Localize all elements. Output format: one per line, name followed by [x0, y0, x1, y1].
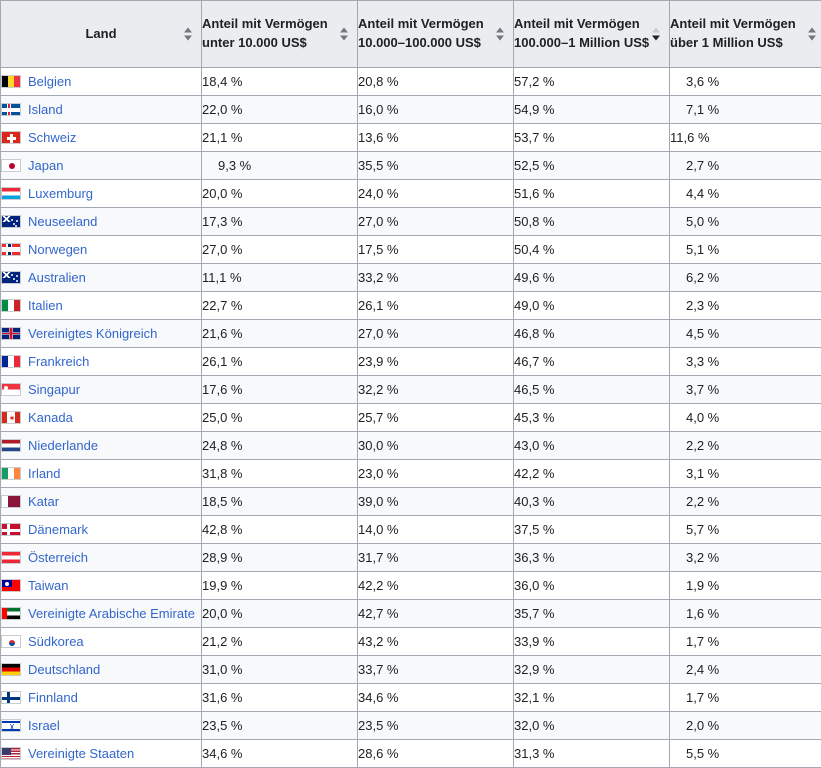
table-row	[1, 544, 821, 572]
value-cell-4: 2,4 %	[670, 656, 821, 684]
table-row	[1, 600, 821, 628]
value-cell-1: 34,6 %	[202, 740, 358, 768]
table-body	[1, 68, 821, 768]
column-header-over-1m[interactable]	[670, 1, 821, 68]
country-link[interactable]: Taiwan	[28, 578, 68, 593]
value-cell-3: 37,5 %	[514, 516, 670, 544]
column-header-100k-1m[interactable]	[514, 1, 670, 68]
flag-icon	[1, 271, 21, 284]
country-link[interactable]: Singapur	[28, 382, 80, 397]
column-header-100k-1m-line2: 100.000–1 Million US$	[514, 35, 649, 50]
value-cell-4: 2,0 %	[670, 712, 821, 740]
table-row	[1, 208, 821, 236]
column-header-over-1m-line2: über 1 Million US$	[670, 35, 783, 50]
country-cell	[1, 712, 202, 740]
flag-icon	[1, 439, 21, 452]
flag-icon	[1, 103, 21, 116]
country-link[interactable]: Katar	[28, 494, 59, 509]
value-cell-2: 28,6 %	[358, 740, 514, 768]
country-cell	[1, 740, 202, 768]
flag-icon	[1, 131, 21, 144]
value-cell-1: 25,0 %	[202, 404, 358, 432]
value-cell-3: 36,0 %	[514, 572, 670, 600]
country-cell	[1, 572, 202, 600]
flag-icon	[1, 383, 21, 396]
value-cell-3: 50,4 %	[514, 236, 670, 264]
value-cell-2: 27,0 %	[358, 320, 514, 348]
value-cell-2: 23,0 %	[358, 460, 514, 488]
value-cell-2: 16,0 %	[358, 96, 514, 124]
value-cell-4: 3,1 %	[670, 460, 821, 488]
value-cell-2: 34,6 %	[358, 684, 514, 712]
value-cell-4: 11,6 %	[670, 124, 821, 152]
country-link[interactable]: Deutschland	[28, 662, 100, 677]
value-cell-2: 43,2 %	[358, 628, 514, 656]
country-link[interactable]: Neuseeland	[28, 214, 97, 229]
value-cell-3: 49,6 %	[514, 264, 670, 292]
country-link[interactable]: Frankreich	[28, 354, 89, 369]
value-cell-3: 52,5 %	[514, 152, 670, 180]
country-link[interactable]: Südkorea	[28, 634, 84, 649]
value-cell-2: 33,2 %	[358, 264, 514, 292]
value-cell-1: 18,5 %	[202, 488, 358, 516]
value-cell-4: 2,2 %	[670, 488, 821, 516]
country-cell	[1, 600, 202, 628]
value-cell-1: 24,8 %	[202, 432, 358, 460]
value-cell-2: 31,7 %	[358, 544, 514, 572]
table-row	[1, 460, 821, 488]
flag-icon	[1, 691, 21, 704]
value-cell-1: 17,6 %	[202, 376, 358, 404]
value-cell-3: 46,8 %	[514, 320, 670, 348]
value-cell-4: 1,7 %	[670, 684, 821, 712]
column-header-over-1m-line1: Anteil mit Vermögen	[670, 16, 796, 31]
table-row	[1, 124, 821, 152]
value-cell-3: 32,0 %	[514, 712, 670, 740]
country-link[interactable]: Italien	[28, 298, 63, 313]
country-cell	[1, 656, 202, 684]
value-cell-3: 32,9 %	[514, 656, 670, 684]
value-cell-4: 1,7 %	[670, 628, 821, 656]
country-link[interactable]: Irland	[28, 466, 61, 481]
sort-arrows-land[interactable]	[184, 28, 195, 41]
table-row	[1, 96, 821, 124]
value-cell-4: 4,4 %	[670, 180, 821, 208]
sort-arrows-over-1m[interactable]	[808, 28, 819, 41]
value-cell-4: 5,0 %	[670, 208, 821, 236]
flag-icon	[1, 215, 21, 228]
value-cell-4: 1,9 %	[670, 572, 821, 600]
value-cell-2: 20,8 %	[358, 68, 514, 96]
value-cell-1: 42,8 %	[202, 516, 358, 544]
table-row	[1, 516, 821, 544]
country-cell	[1, 180, 202, 208]
value-cell-3: 53,7 %	[514, 124, 670, 152]
value-cell-1: 21,6 %	[202, 320, 358, 348]
country-link[interactable]: Israel	[28, 718, 60, 733]
value-cell-3: 54,9 %	[514, 96, 670, 124]
country-cell	[1, 404, 202, 432]
country-cell	[1, 68, 202, 96]
country-cell	[1, 544, 202, 572]
value-cell-2: 26,1 %	[358, 292, 514, 320]
country-link[interactable]: Island	[28, 102, 63, 117]
value-cell-1: 20,0 %	[202, 180, 358, 208]
table-row	[1, 320, 821, 348]
table-row	[1, 628, 821, 656]
country-cell	[1, 124, 202, 152]
flag-icon	[1, 635, 21, 648]
value-cell-1: 22,7 %	[202, 292, 358, 320]
value-cell-3: 43,0 %	[514, 432, 670, 460]
value-cell-4: 5,5 %	[670, 740, 821, 768]
value-cell-2: 17,5 %	[358, 236, 514, 264]
country-link[interactable]: Vereinigte Staaten	[28, 746, 134, 761]
sort-arrows-100k-1m[interactable]	[652, 28, 663, 41]
column-header-100k-1m-line1: Anteil mit Vermögen	[514, 16, 640, 31]
value-cell-4: 3,7 %	[670, 376, 821, 404]
value-cell-1: 28,9 %	[202, 544, 358, 572]
country-cell	[1, 432, 202, 460]
flag-icon	[1, 663, 21, 676]
country-link[interactable]: Vereinigte Arabische Emirate	[28, 606, 195, 621]
value-cell-3: 46,5 %	[514, 376, 670, 404]
country-link[interactable]: Kanada	[28, 410, 73, 425]
column-header-10k-100k[interactable]	[358, 1, 514, 68]
value-cell-2: 35,5 %	[358, 152, 514, 180]
flag-icon	[1, 299, 21, 312]
value-cell-1: 31,0 %	[202, 656, 358, 684]
value-cell-2: 30,0 %	[358, 432, 514, 460]
value-cell-3: 46,7 %	[514, 348, 670, 376]
value-cell-2: 42,7 %	[358, 600, 514, 628]
value-cell-1: 19,9 %	[202, 572, 358, 600]
country-link[interactable]: Vereinigtes Königreich	[28, 326, 157, 341]
value-cell-1: 23,5 %	[202, 712, 358, 740]
value-cell-1: 9,3 %	[202, 152, 358, 180]
value-cell-3: 32,1 %	[514, 684, 670, 712]
country-link[interactable]: Finnland	[28, 690, 78, 705]
flag-icon	[1, 747, 21, 760]
value-cell-3: 57,2 %	[514, 68, 670, 96]
country-cell	[1, 208, 202, 236]
flag-icon	[1, 327, 21, 340]
value-cell-2: 24,0 %	[358, 180, 514, 208]
value-cell-4: 1,6 %	[670, 600, 821, 628]
table-row	[1, 404, 821, 432]
column-header-land-label: Land	[85, 26, 116, 41]
country-link[interactable]: Australien	[28, 270, 86, 285]
column-header-10k-100k-line1: Anteil mit Vermögen	[358, 16, 484, 31]
value-cell-3: 40,3 %	[514, 488, 670, 516]
value-cell-4: 4,5 %	[670, 320, 821, 348]
country-cell	[1, 320, 202, 348]
value-cell-3: 31,3 %	[514, 740, 670, 768]
country-link[interactable]: Österreich	[28, 550, 88, 565]
table-row	[1, 152, 821, 180]
value-cell-2: 13,6 %	[358, 124, 514, 152]
column-header-under-10k-line1: Anteil mit Vermögen	[202, 16, 328, 31]
value-cell-2: 33,7 %	[358, 656, 514, 684]
country-cell	[1, 348, 202, 376]
value-cell-1: 11,1 %	[202, 264, 358, 292]
flag-icon	[1, 579, 21, 592]
table-row	[1, 488, 821, 516]
country-link[interactable]: Niederlande	[28, 438, 98, 453]
country-cell	[1, 488, 202, 516]
table-row	[1, 432, 821, 460]
table-row	[1, 740, 821, 768]
column-header-under-10k-line2: unter 10.000 US$	[202, 35, 307, 50]
value-cell-1: 21,1 %	[202, 124, 358, 152]
value-cell-1: 18,4 %	[202, 68, 358, 96]
country-cell	[1, 376, 202, 404]
value-cell-4: 7,1 %	[670, 96, 821, 124]
value-cell-4: 4,0 %	[670, 404, 821, 432]
value-cell-3: 49,0 %	[514, 292, 670, 320]
value-cell-4: 5,7 %	[670, 516, 821, 544]
table-row	[1, 236, 821, 264]
flag-icon	[1, 523, 21, 536]
value-cell-2: 14,0 %	[358, 516, 514, 544]
flag-icon	[1, 607, 21, 620]
country-cell	[1, 684, 202, 712]
value-cell-1: 20,0 %	[202, 600, 358, 628]
country-link[interactable]: Japan	[28, 158, 63, 173]
column-header-under-10k[interactable]	[202, 1, 358, 68]
flag-icon	[1, 243, 21, 256]
country-cell	[1, 152, 202, 180]
value-cell-2: 23,5 %	[358, 712, 514, 740]
value-cell-4: 5,1 %	[670, 236, 821, 264]
value-cell-2: 25,7 %	[358, 404, 514, 432]
flag-icon	[1, 75, 21, 88]
country-link[interactable]: Norwegen	[28, 242, 87, 257]
table-row	[1, 264, 821, 292]
flag-icon	[1, 159, 21, 172]
country-cell	[1, 236, 202, 264]
value-cell-4: 3,3 %	[670, 348, 821, 376]
country-cell	[1, 516, 202, 544]
country-link[interactable]: Schweiz	[28, 130, 76, 145]
table-row	[1, 656, 821, 684]
flag-icon	[1, 467, 21, 480]
sort-arrows-under-10k[interactable]	[340, 28, 351, 41]
country-link[interactable]: Luxemburg	[28, 186, 93, 201]
country-cell	[1, 264, 202, 292]
table-row	[1, 376, 821, 404]
value-cell-2: 27,0 %	[358, 208, 514, 236]
value-cell-3: 42,2 %	[514, 460, 670, 488]
country-cell	[1, 292, 202, 320]
flag-icon	[1, 187, 21, 200]
value-cell-4: 2,7 %	[670, 152, 821, 180]
value-cell-2: 39,0 %	[358, 488, 514, 516]
table-row	[1, 68, 821, 96]
value-cell-1: 17,3 %	[202, 208, 358, 236]
column-header-10k-100k-line2: 10.000–100.000 US$	[358, 35, 481, 50]
value-cell-4: 3,6 %	[670, 68, 821, 96]
value-cell-4: 2,2 %	[670, 432, 821, 460]
flag-icon	[1, 411, 21, 424]
value-cell-1: 31,8 %	[202, 460, 358, 488]
value-cell-4: 6,2 %	[670, 264, 821, 292]
value-cell-3: 36,3 %	[514, 544, 670, 572]
country-link[interactable]: Dänemark	[28, 522, 88, 537]
column-header-land[interactable]	[1, 1, 202, 68]
value-cell-3: 35,7 %	[514, 600, 670, 628]
value-cell-4: 2,3 %	[670, 292, 821, 320]
value-cell-1: 21,2 %	[202, 628, 358, 656]
table-row	[1, 292, 821, 320]
flag-icon	[1, 551, 21, 564]
table-row	[1, 684, 821, 712]
value-cell-2: 23,9 %	[358, 348, 514, 376]
value-cell-3: 50,8 %	[514, 208, 670, 236]
country-cell	[1, 96, 202, 124]
value-cell-1: 31,6 %	[202, 684, 358, 712]
table-header	[1, 1, 821, 68]
value-cell-1: 27,0 %	[202, 236, 358, 264]
table-row	[1, 712, 821, 740]
table-row	[1, 572, 821, 600]
flag-icon	[1, 495, 21, 508]
table-header-row	[1, 1, 821, 68]
value-cell-1: 22,0 %	[202, 96, 358, 124]
country-cell	[1, 460, 202, 488]
value-cell-3: 51,6 %	[514, 180, 670, 208]
value-cell-2: 32,2 %	[358, 376, 514, 404]
flag-icon	[1, 355, 21, 368]
value-cell-3: 33,9 %	[514, 628, 670, 656]
country-cell	[1, 628, 202, 656]
value-cell-2: 42,2 %	[358, 572, 514, 600]
value-cell-1: 26,1 %	[202, 348, 358, 376]
value-cell-4: 3,2 %	[670, 544, 821, 572]
table-row	[1, 180, 821, 208]
flag-icon	[1, 719, 21, 732]
sort-arrows-10k-100k[interactable]	[496, 28, 507, 41]
table-row	[1, 348, 821, 376]
country-link[interactable]: Belgien	[28, 74, 71, 89]
value-cell-3: 45,3 %	[514, 404, 670, 432]
